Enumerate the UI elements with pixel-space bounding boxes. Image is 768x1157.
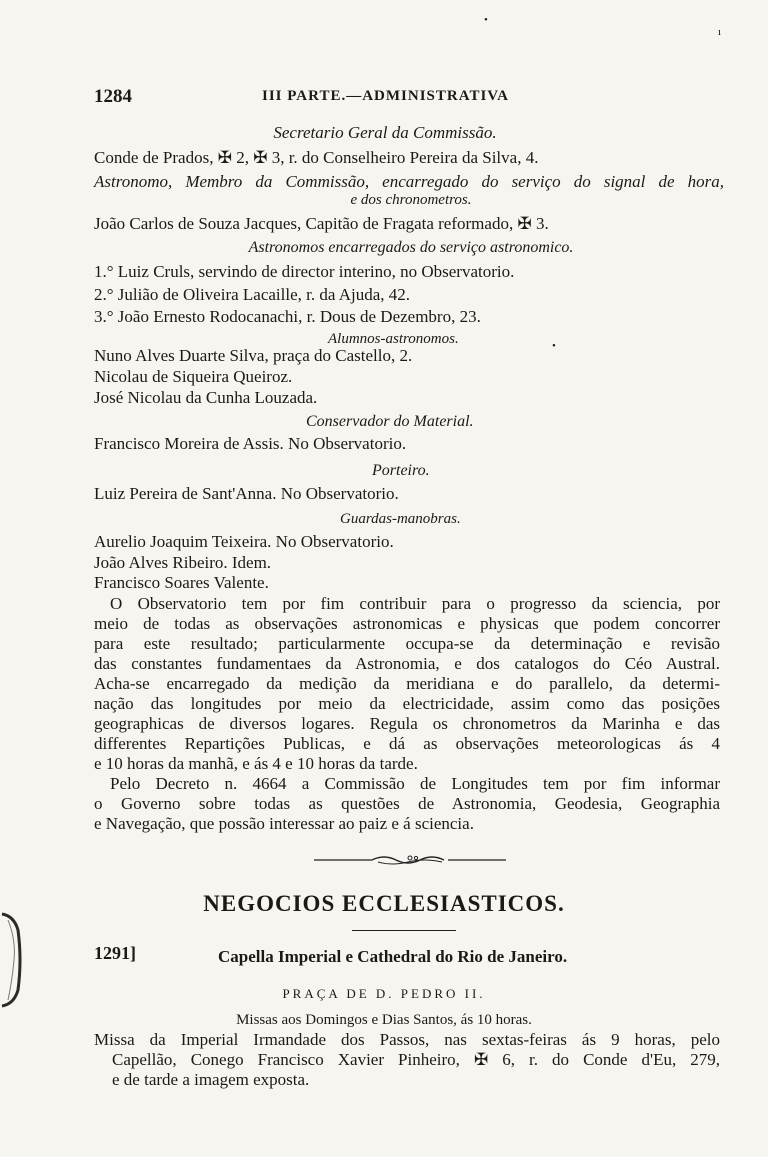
- text-line: Francisco Soares Valente.: [94, 573, 269, 592]
- running-header: III PARTE.—ADMINISTRATIVA: [262, 88, 510, 104]
- role-heading: Alumnos-astronomos.: [328, 331, 459, 347]
- page-number: 1284: [94, 86, 132, 107]
- paragraph-line: e 10 horas da manhã, e ás 4 e 10 horas da tarde.: [94, 754, 418, 773]
- schedule-line: Missas aos Domingos e Dias Santos, ás 10 horas.: [236, 1012, 532, 1028]
- text-line: Nuno Alves Duarte Silva, praça do Castello, 2.: [94, 346, 413, 365]
- paragraph-line: Missa da Imperial Irmandade dos Passos, nas sextas-feiras ás 9 horas, pelo: [94, 1030, 720, 1049]
- title-rule: [352, 930, 456, 931]
- printer-tick: ı: [718, 26, 722, 38]
- ornament-divider-icon: [312, 851, 508, 869]
- paragraph-line: differentes Repartições Publicas, e dá as observações meteorologicas ás 4: [94, 734, 720, 753]
- text-line: Luiz Pereira de Sant'Anna. No Observatorio.: [94, 484, 399, 503]
- paragraph-line: e de tarde a imagem exposta.: [112, 1070, 310, 1089]
- role-heading: Astronomos encarregados do serviço astronomico.: [248, 239, 574, 256]
- paragraph-line: para este resultado; particularmente occupa-se da determinação e revisão: [94, 634, 720, 653]
- text-line: 3.° João Ernesto Rodocanachi, r. Dous de Dezembro, 23.: [94, 307, 481, 326]
- location-heading: PRAÇA DE D. PEDRO II.: [282, 986, 486, 1001]
- entry-number: 1291]: [94, 943, 136, 963]
- text-line: Aurelio Joaquim Teixeira. No Observatorio.: [94, 532, 394, 551]
- role-heading: e dos chronometros.: [350, 192, 472, 208]
- paragraph-line: nação das longitudes por meio da electricidade, assim como das posições: [94, 694, 720, 713]
- role-heading: Guardas-manobras.: [340, 511, 461, 527]
- text-line: José Nicolau da Cunha Louzada.: [94, 388, 318, 407]
- text-line: Francisco Moreira de Assis. No Observatorio.: [94, 434, 407, 453]
- paragraph-line: e Navegação, que possão interessar ao paiz e á sciencia.: [94, 814, 474, 833]
- role-heading: Conservador do Material.: [306, 413, 474, 430]
- paragraph-line: meio de todas as observações astronomicas e physicas que podem concorrer: [94, 614, 720, 633]
- printer-dot: •: [484, 14, 488, 26]
- paragraph-line: das constantes fundamentaes da Astronomia, e dos catalogos do Céo Austral.: [94, 654, 720, 673]
- paragraph-line: o Governo sobre todas as questões de Astronomia, Geodesia, Geographia: [94, 794, 720, 813]
- paragraph-line: O Observatorio tem por fim contribuir para o progresso da sciencia, por: [110, 594, 720, 613]
- paragraph-line: Pelo Decreto n. 4664 a Commissão de Longitudes tem por fim informar: [110, 774, 720, 793]
- text-line: João Carlos de Souza Jacques, Capitão de Fragata reformado, ✠ 3.: [94, 214, 549, 233]
- paragraph-line: geographicas de diversos logares. Regula os chronometros da Marinha e das: [94, 714, 720, 733]
- section-title: NEGOCIOS ECCLESIASTICOS.: [203, 891, 565, 916]
- paragraph-line: Capellão, Conego Francisco Xavier Pinheiro, ✠ 6, r. do Conde d'Eu, 279,: [112, 1050, 720, 1069]
- role-heading: Secretario Geral da Commissão.: [273, 123, 497, 142]
- role-heading: Astronomo, Membro da Commissão, encarregado do serviço do signal de hora,: [94, 172, 724, 191]
- binding-edge-icon: [0, 910, 26, 1010]
- paragraph-line: Acha-se encarregado da medição da meridiana e do parallelo, da determi-: [94, 674, 720, 693]
- entry-title: Capella Imperial e Cathedral do Rio de Janeiro.: [218, 947, 568, 966]
- printer-dot: •: [552, 340, 556, 352]
- text-line: João Alves Ribeiro. Idem.: [94, 553, 272, 572]
- role-heading: Porteiro.: [372, 462, 430, 479]
- text-line: 1.° Luiz Cruls, servindo de director interino, no Observatorio.: [94, 262, 515, 281]
- text-line: 2.° Julião de Oliveira Lacaille, r. da Ajuda, 42.: [94, 285, 411, 304]
- text-line: Nicolau de Siqueira Queiroz.: [94, 367, 293, 386]
- text-line: Conde de Prados, ✠ 2, ✠ 3, r. do Conselheiro Pereira da Silva, 4.: [94, 148, 539, 167]
